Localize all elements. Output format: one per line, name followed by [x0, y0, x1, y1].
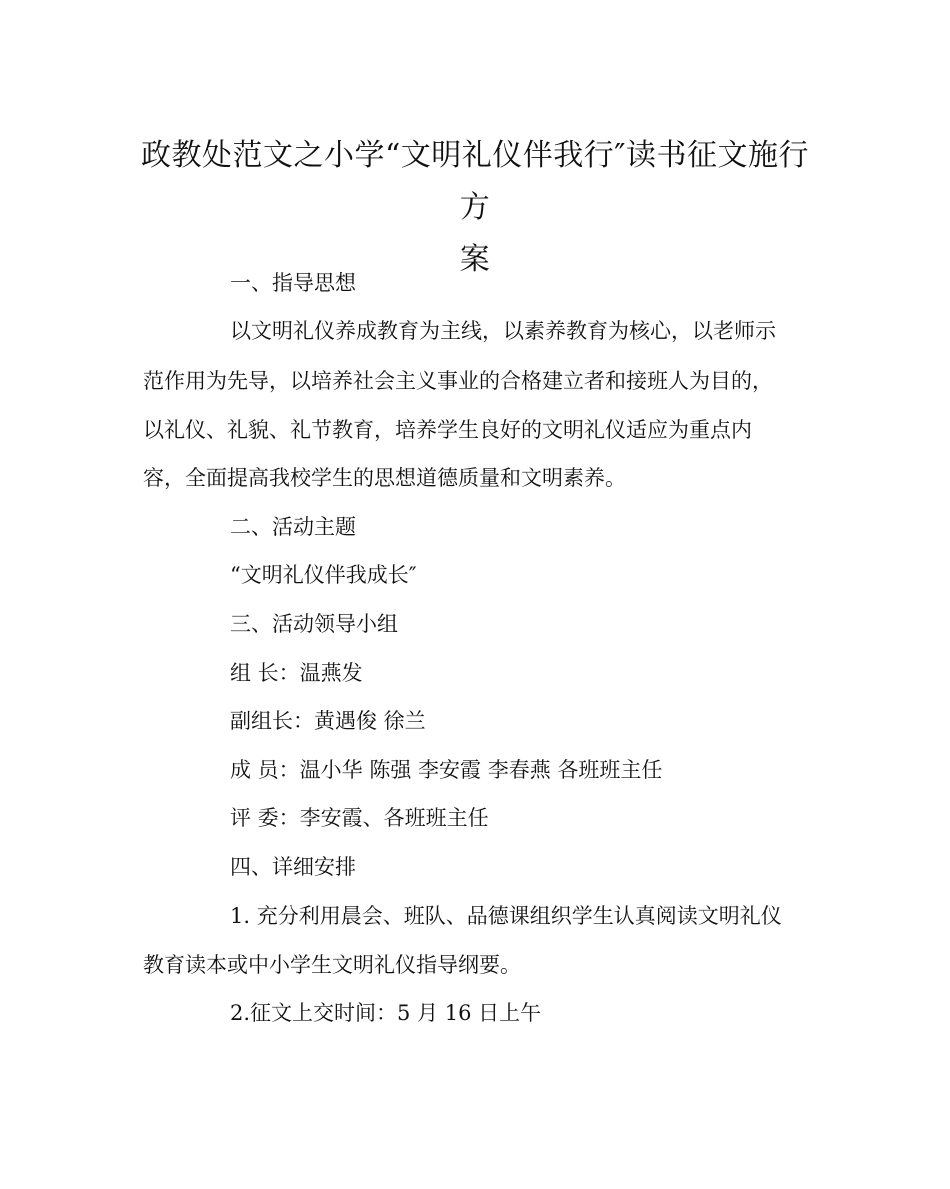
paragraph-line: 容，全面提高我校学生的思想道德质量和文明素养。: [143, 466, 626, 490]
list-item-1-line-2: 教育读本或中小学生文明礼仪指导纲要。: [143, 953, 521, 977]
group-deputy: 副组长：黄遇俊 徐兰: [230, 709, 426, 733]
group-members: 成 员：温小华 陈强 李安霞 李春燕 各班班主任: [230, 758, 663, 782]
section-4-heading: 四、详细安排: [230, 855, 356, 879]
activity-theme: “文明礼仪伴我成长″: [230, 563, 417, 587]
list-item-1-line-1: 1. 充分利用晨会、班队、品德课组织学生认真阅读文明礼仪: [230, 904, 782, 928]
list-item-2: 2.征文上交时间：5 月 16 日上午: [230, 1001, 542, 1025]
section-1-heading: 一、指导思想: [230, 271, 356, 295]
paragraph-line: 以礼仪、礼貌、礼节教育，培养学生良好的文明礼仪适应为重点内: [143, 418, 752, 442]
section-2-heading: 二、活动主题: [230, 515, 356, 539]
title-line-2: 案: [459, 242, 491, 277]
group-leader: 组 长：温燕发: [230, 661, 363, 685]
title-line-1: 政教处范文之小学“文明礼仪伴我行″读书征文施行方: [140, 138, 810, 225]
paragraph-line: 范作用为先导，以培养社会主义事业的合格建立者和接班人为目的，: [143, 369, 773, 393]
group-judges: 评 委：李安霞、各班班主任: [230, 806, 489, 830]
section-3-heading: 三、活动领导小组: [230, 612, 398, 636]
document-title: [130, 130, 820, 286]
paragraph-line: 以文明礼仪养成教育为主线，以素养教育为核心，以老师示: [230, 319, 776, 343]
